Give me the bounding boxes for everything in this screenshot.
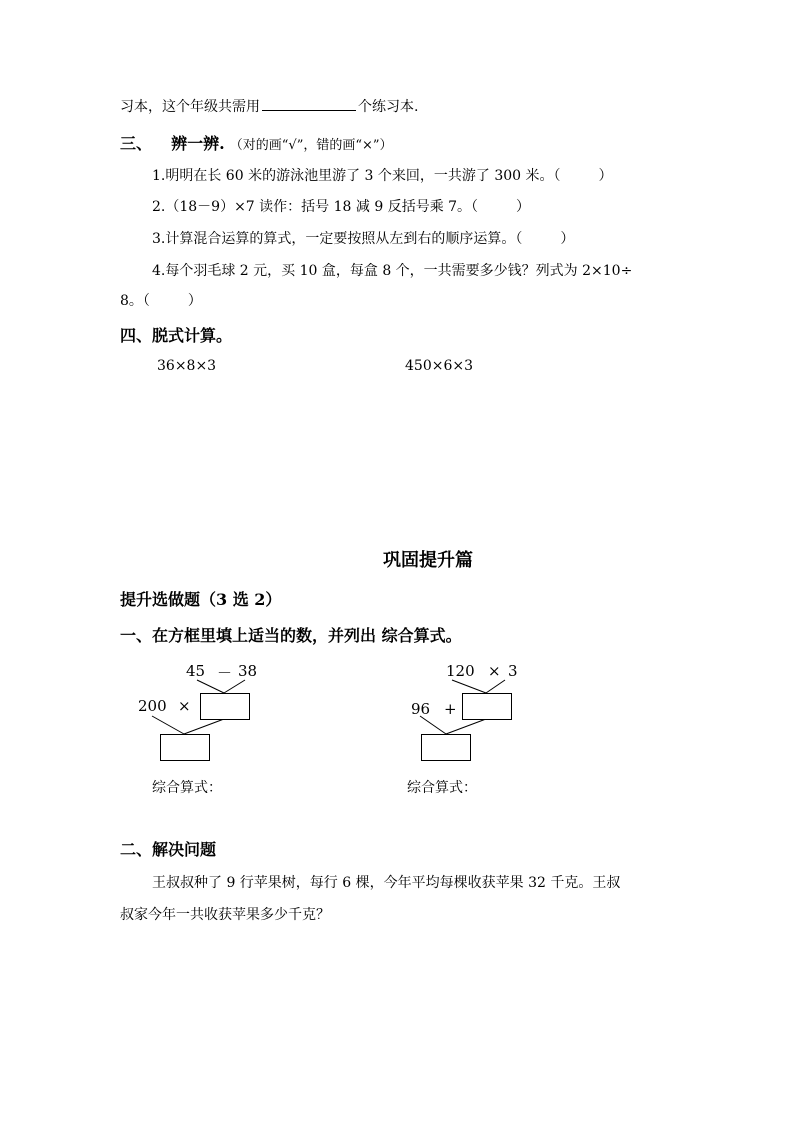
right-operand-c: 96 xyxy=(411,700,431,718)
continued-text-after: 个练习本. xyxy=(358,99,419,115)
left-operand-a: 45 xyxy=(186,662,206,680)
q2-title: 二、解决问题 xyxy=(120,840,217,859)
q2-problem-line-2: 叔家今年一共收获苹果多少千克？ xyxy=(120,907,330,923)
left-operator-2: × xyxy=(178,697,191,715)
judge-item-text: 3.计算混合运算的算式，一定要按照从左到右的顺序运算。（ xyxy=(152,231,523,247)
optional-title: 提升选做题（3 选 2） xyxy=(120,590,282,609)
right-answer-box-2[interactable] xyxy=(421,734,471,761)
section3-note: （对的画“√”，错的画“×”） xyxy=(229,138,393,153)
calc-expression-2: 450×6×3 xyxy=(405,358,473,374)
right-combined-label: 综合算式： xyxy=(407,780,477,796)
left-operand-c: 200 xyxy=(138,697,167,715)
left-operator-1: － xyxy=(217,664,233,682)
paren-close: ） xyxy=(560,231,575,247)
paren-close: ） xyxy=(598,168,613,184)
judge-item-text: 1.明明在长 60 米的游泳池里游了 3 个来回，一共游了 300 米。（ xyxy=(152,168,561,184)
q1-title: 一、在方框里填上适当的数，并列出 综合算式。 xyxy=(120,626,462,645)
judge-item-text: 4.每个羽毛球 2 元，买 10 盒，每盒 8 个，一共需要多少钱？列式为 2×10÷ xyxy=(152,263,633,279)
right-operand-a: 120 xyxy=(446,662,475,680)
right-operator-2: + xyxy=(444,700,457,718)
left-combined-label: 综合算式： xyxy=(152,780,222,796)
judge-item-text: 2.（18－9）×7 读作：括号 18 减 9 反括号乘 7。（ xyxy=(152,199,479,215)
left-answer-box-2[interactable] xyxy=(160,734,210,761)
paren-close: ） xyxy=(516,199,531,215)
calc-expression-1: 36×8×3 xyxy=(157,358,217,374)
left-operand-b: 38 xyxy=(238,662,258,680)
part-title: 巩固提升篇 xyxy=(383,550,473,571)
left-answer-box-1[interactable] xyxy=(200,693,250,720)
q2-problem-line-1: 王叔叔种了 9 行苹果树，每行 6 棵，今年平均每棵收获苹果 32 千克。王叔 xyxy=(152,875,621,891)
judge-item-text-cont: 8。（ xyxy=(120,293,150,309)
continued-text-before: 习本，这个年级共需用 xyxy=(120,99,260,115)
paren-close: ） xyxy=(187,293,202,309)
section3-number: 三、 xyxy=(120,134,153,153)
right-operator-1: × xyxy=(488,662,501,680)
section4-title: 四、脱式计算。 xyxy=(120,326,233,345)
right-answer-box-1[interactable] xyxy=(462,693,512,720)
right-operand-b: 3 xyxy=(508,662,518,680)
section3-title: 辨一辨. xyxy=(171,134,225,153)
